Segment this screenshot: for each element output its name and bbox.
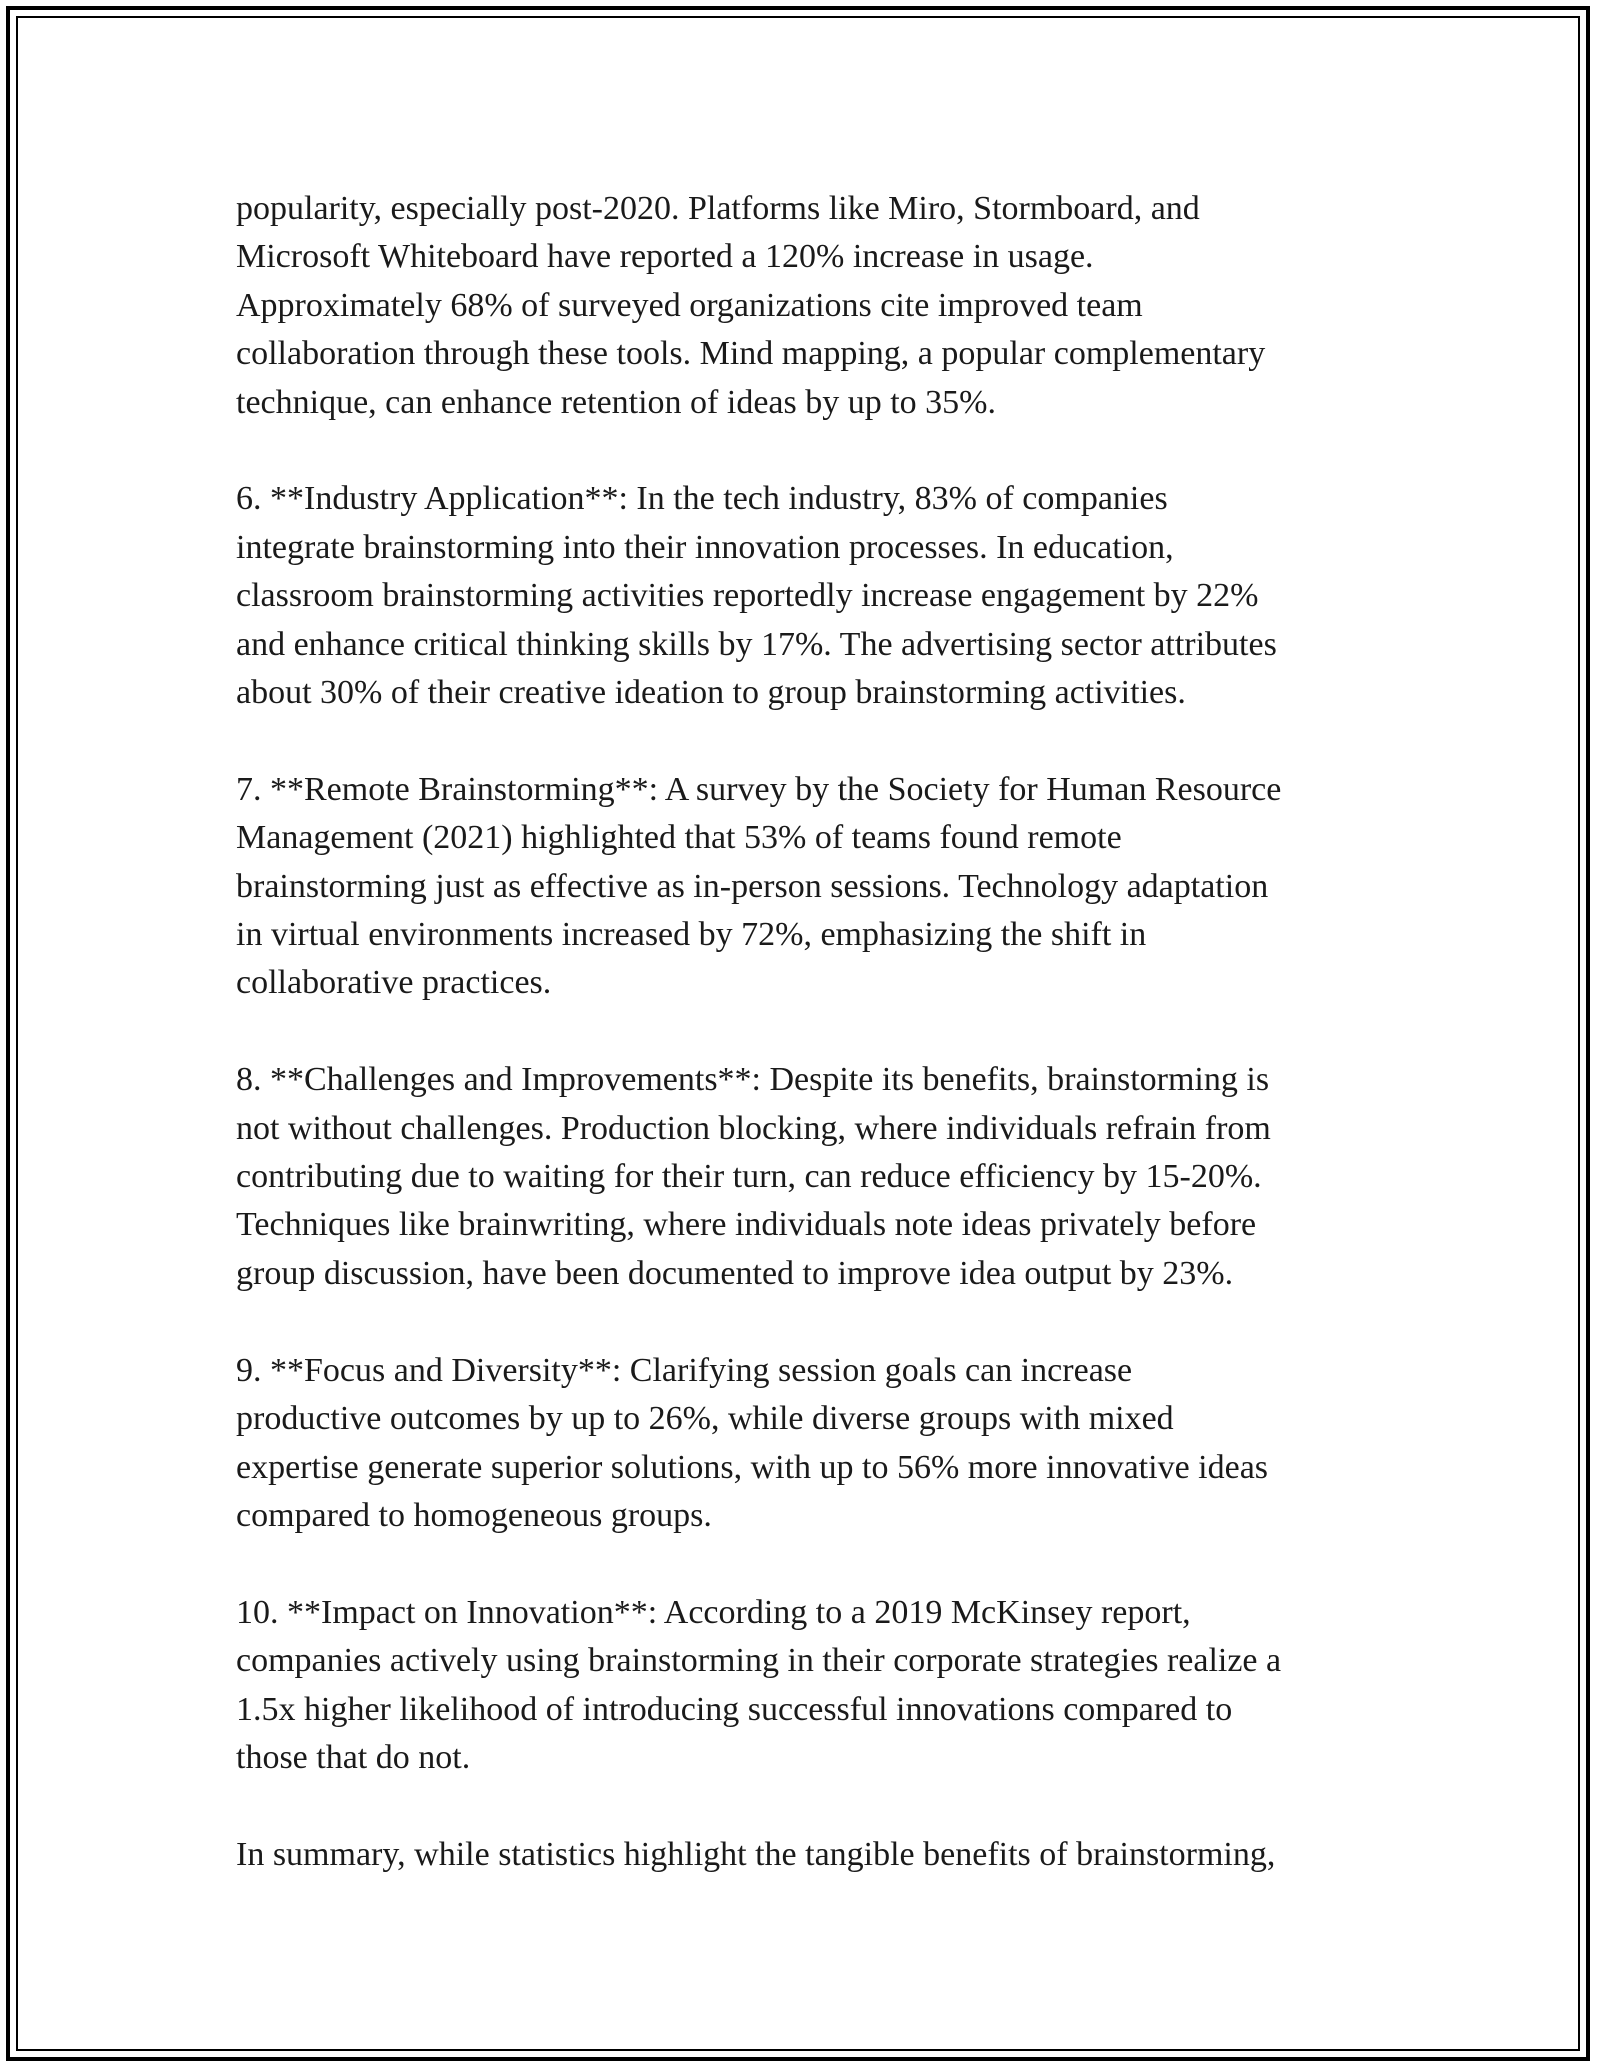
paragraph-industry-application: 6. **Industry Application**: In the tech industry, 83% of companies integrate brainstorming into their innovation processes. In education, classroom brainstorming activities reportedly increase engagement by 22% and enhance critical thinking skills by 17%. The advertising sector attributes about 30% of their creative ideation to group brainstorming activities. — [236, 480, 1277, 712]
paragraph-focus-diversity: 9. **Focus and Diversity**: Clarifying session goals can increase productive outcomes by up to 26%, while diverse groups with mixed expertise generate superior solutions, with up to 56% more innovative ideas compared to homogeneous groups. — [236, 1351, 1269, 1534]
paragraph-summary: In summary, while statistics highlight the tangible benefits of brainstorming, — [236, 1835, 1276, 1873]
paragraph-collaboration-tools: popularity, especially post-2020. Platforms like Miro, Stormboard, and Microsoft Whiteboard have reported a 120% increase in usage. Approximately 68% of surveyed organizations cite improved team collaboration through these tools. Mind mapping, a popular complementary technique, can enhance retention of ideas by up to 35%. — [236, 190, 1266, 421]
paragraph-impact-innovation: 10. **Impact on Innovation**: According to a 2019 McKinsey report, companies actively using brainstorming in their corporate strategies realize a 1.5x higher likelihood of introducing successful innovations compared to those that do not. — [236, 1593, 1282, 1776]
paragraph-challenges-improvements: 8. **Challenges and Improvements**: Despite its benefits, brainstorming is not without challenges. Production blocking, where individuals refrain from contributing due to waiting for their turn, can reduce efficiency by 15-20%. Techniques like brainwriting, where individuals note ideas privately before group discussion, have been documented to improve idea output by 23%. — [236, 1061, 1271, 1292]
document-body — [236, 185, 1386, 1928]
paragraph-remote-brainstorming: 7. **Remote Brainstorming**: A survey by the Society for Human Resource Management (2021) highlighted that 53% of teams found remote brainstorming just as effective as in-person sessions. Technology adaptation in virtual environments increased by 72%, emphasizing the shift in collaborative practices. — [236, 770, 1282, 1002]
